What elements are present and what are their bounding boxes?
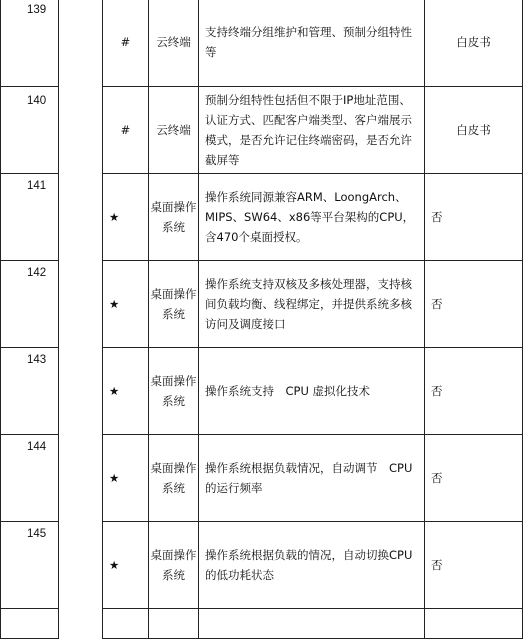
row-category: 桌面操作系统 bbox=[149, 174, 199, 261]
row-response: 否 bbox=[425, 174, 523, 261]
row-number: 141 bbox=[1, 174, 59, 261]
row-category: 云终端 bbox=[149, 87, 199, 174]
row-response: 白皮书 bbox=[425, 0, 523, 87]
row-category: 桌面操作系统 bbox=[149, 435, 199, 522]
table-row bbox=[1, 348, 523, 435]
row-number bbox=[1, 609, 59, 639]
table-row bbox=[1, 261, 523, 348]
row-description: 预制分组特性包括但不限于IP地址范围、认证方式、匹配客户端类型、客户端展示模式，是否允许记住终端密码，是否允许截屏等 bbox=[199, 87, 425, 174]
row-category: 云终端 bbox=[149, 0, 199, 87]
row-mark: ★ bbox=[103, 174, 149, 261]
row-mark: # bbox=[103, 87, 149, 174]
row-description bbox=[199, 609, 425, 639]
row-mark bbox=[103, 609, 149, 639]
blank-cell bbox=[59, 174, 103, 261]
blank-cell bbox=[59, 609, 103, 639]
row-response: 否 bbox=[425, 261, 523, 348]
blank-cell bbox=[59, 435, 103, 522]
blank-cell bbox=[59, 261, 103, 348]
row-category: 桌面操作系统 bbox=[149, 522, 199, 609]
blank-cell bbox=[59, 87, 103, 174]
row-number: 139 bbox=[1, 0, 59, 87]
row-number: 143 bbox=[1, 348, 59, 435]
row-description: 操作系统支持 CPU 虚拟化技术 bbox=[199, 348, 425, 435]
row-mark: # bbox=[103, 0, 149, 87]
row-description: 操作系统同源兼容ARM、LoongArch、MIPS、SW64、x86等平台架构的CPU，含470个桌面授权。 bbox=[199, 174, 425, 261]
row-mark: ★ bbox=[103, 348, 149, 435]
table-row bbox=[1, 87, 523, 174]
table-row bbox=[1, 0, 523, 87]
row-category bbox=[149, 609, 199, 639]
blank-cell bbox=[59, 522, 103, 609]
row-description: 操作系统根据负载情况，自动调节 CPU 的运行频率 bbox=[199, 435, 425, 522]
table-row bbox=[1, 435, 523, 522]
row-number: 142 bbox=[1, 261, 59, 348]
blank-cell bbox=[59, 0, 103, 87]
row-number: 144 bbox=[1, 435, 59, 522]
row-number: 140 bbox=[1, 87, 59, 174]
row-response: 否 bbox=[425, 348, 523, 435]
blank-cell bbox=[59, 348, 103, 435]
row-category: 桌面操作系统 bbox=[149, 348, 199, 435]
row-description: 操作系统根据负载的情况，自动切换CPU 的低功耗状态 bbox=[199, 522, 425, 609]
row-number: 145 bbox=[1, 522, 59, 609]
row-mark: ★ bbox=[103, 261, 149, 348]
row-description: 操作系统支持双核及多核处理器，支持核间负载均衡、线程绑定，并提供系统多核访问及调度接口 bbox=[199, 261, 425, 348]
table-row bbox=[1, 522, 523, 609]
row-description: 支持终端分组维护和管理、预制分组特性等 bbox=[199, 0, 425, 87]
row-mark: ★ bbox=[103, 522, 149, 609]
table-row bbox=[1, 609, 523, 639]
row-response: 否 bbox=[425, 522, 523, 609]
row-response bbox=[425, 609, 523, 639]
row-response: 白皮书 bbox=[425, 87, 523, 174]
row-mark: ★ bbox=[103, 435, 149, 522]
row-category: 桌面操作系统 bbox=[149, 261, 199, 348]
table-row bbox=[1, 174, 523, 261]
row-response: 否 bbox=[425, 435, 523, 522]
